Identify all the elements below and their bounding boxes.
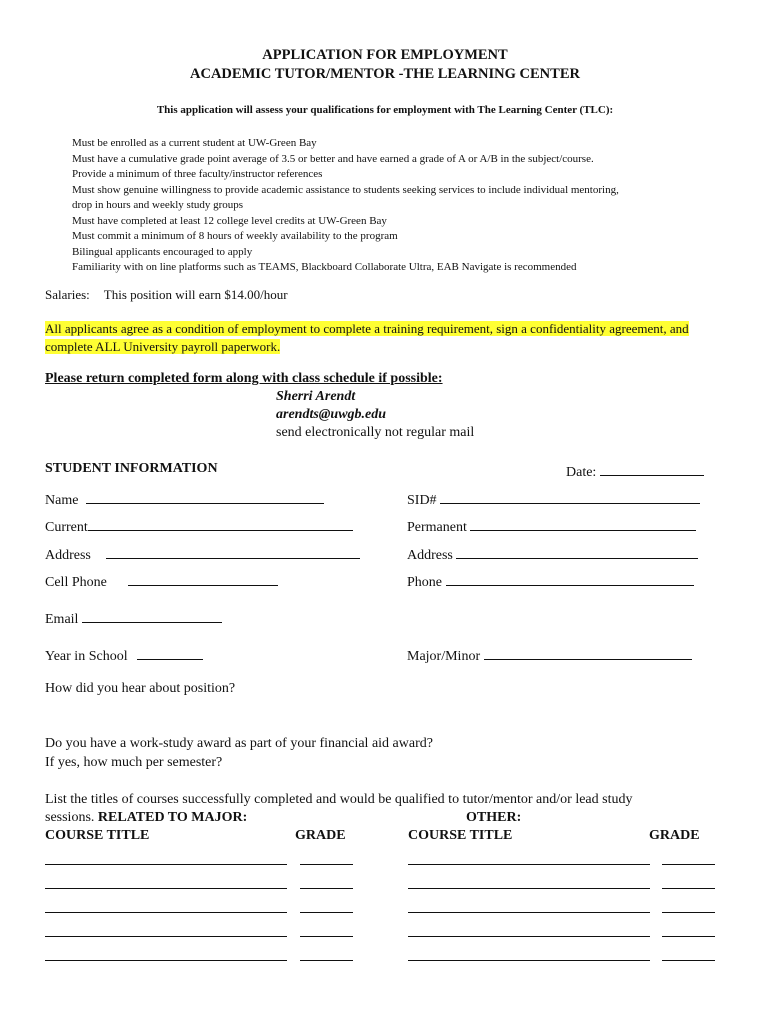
right-course-title-header: COURSE TITLE bbox=[408, 828, 513, 843]
left-grade-line[interactable] bbox=[300, 960, 353, 961]
right-grade-line[interactable] bbox=[662, 864, 715, 865]
salaries-text: This position will earn $14.00/hour bbox=[103, 287, 288, 302]
right-course-title-line[interactable] bbox=[408, 912, 650, 913]
requirement-item: Must be enrolled as a current student at UW-Green Bay bbox=[72, 137, 317, 149]
date-input[interactable] bbox=[600, 461, 704, 476]
right-grade-line[interactable] bbox=[662, 912, 715, 913]
right-grade-line[interactable] bbox=[662, 960, 715, 961]
year-input[interactable] bbox=[137, 645, 203, 660]
conditions-text: All applicants agree as a condition of employment to complete a training requirement, sign a confidentiality agreement, and complete ALL University payroll paperwork. bbox=[45, 321, 689, 354]
cell-phone-input[interactable] bbox=[128, 571, 278, 586]
related-heading: RELATED TO MAJOR: bbox=[97, 810, 248, 825]
name-label: Name bbox=[45, 493, 79, 508]
requirement-item: Provide a minimum of three faculty/instructor references bbox=[72, 168, 323, 180]
left-grade-line[interactable] bbox=[300, 864, 353, 865]
form-title: APPLICATION FOR EMPLOYMENT bbox=[262, 47, 508, 63]
name-input[interactable] bbox=[86, 489, 324, 504]
requirement-item: Must show genuine willingness to provide academic assistance to students seeking services to include individual mentoring, bbox=[72, 183, 619, 196]
form-subtitle: ACADEMIC TUTOR/MENTOR -THE LEARNING CENTER bbox=[190, 66, 580, 82]
left-course-title-line[interactable] bbox=[45, 888, 287, 889]
requirements-list bbox=[72, 136, 619, 276]
workstudy-question: Do you have a work-study award as part of your financial aid award? bbox=[45, 736, 433, 751]
salaries-label: Salaries: bbox=[45, 287, 90, 302]
sid-field[interactable] bbox=[407, 489, 700, 509]
sessions-text: sessions. bbox=[45, 810, 95, 825]
contact-note: send electronically not regular mail bbox=[276, 425, 475, 440]
requirement-item: drop in hours and weekly study groups bbox=[72, 199, 244, 211]
left-course-title-line[interactable] bbox=[45, 960, 287, 961]
left-grade-line[interactable] bbox=[300, 888, 353, 889]
current-label: Current bbox=[45, 520, 88, 535]
hear-question: How did you hear about position? bbox=[45, 681, 236, 696]
other-heading: OTHER: bbox=[466, 810, 522, 825]
address2-input[interactable] bbox=[456, 544, 698, 559]
contact-email: arendts@uwgb.edu bbox=[276, 407, 387, 422]
major-field[interactable] bbox=[407, 645, 692, 665]
right-grade-line[interactable] bbox=[662, 936, 715, 937]
salaries-line bbox=[45, 287, 288, 303]
sid-input[interactable] bbox=[440, 489, 700, 504]
right-course-title-line[interactable] bbox=[408, 936, 650, 937]
requirement-item: Must commit a minimum of 8 hours of weekly availability to the program bbox=[72, 230, 398, 242]
left-grade-line[interactable] bbox=[300, 912, 353, 913]
cell-phone-label: Cell Phone bbox=[45, 575, 107, 590]
contact-block bbox=[276, 388, 474, 442]
right-grade-line[interactable] bbox=[662, 888, 715, 889]
intro-text: This application will assess your qualifications for employment with The Learning Center (TLC): bbox=[156, 104, 614, 116]
address2-field[interactable] bbox=[407, 544, 698, 564]
phone-label: Phone bbox=[407, 575, 442, 590]
permanent-address-field[interactable] bbox=[407, 516, 696, 536]
current-address-field[interactable] bbox=[45, 516, 353, 536]
contact-name: Sherri Arendt bbox=[276, 389, 356, 404]
left-grade-line[interactable] bbox=[300, 936, 353, 937]
email-field[interactable] bbox=[45, 608, 222, 628]
right-course-title-line[interactable] bbox=[408, 864, 650, 865]
date-field[interactable] bbox=[566, 461, 704, 481]
email-label: Email bbox=[45, 612, 79, 627]
year-label: Year in School bbox=[45, 649, 128, 664]
major-input[interactable] bbox=[484, 645, 692, 660]
courses-instructions: List the titles of courses successfully completed and would be qualified to tutor/mentor and/or lead study bbox=[45, 792, 633, 807]
permanent-label: Permanent bbox=[407, 520, 467, 535]
left-course-title-line[interactable] bbox=[45, 936, 287, 937]
left-grade-header: GRADE bbox=[295, 828, 346, 843]
address2-label: Address bbox=[407, 548, 453, 563]
name-field[interactable] bbox=[45, 489, 324, 509]
left-course-title-header: COURSE TITLE bbox=[45, 828, 150, 843]
phone-field[interactable] bbox=[407, 571, 694, 591]
left-course-title-line[interactable] bbox=[45, 912, 287, 913]
student-info-heading: STUDENT INFORMATION bbox=[45, 461, 218, 476]
right-course-title-line[interactable] bbox=[408, 960, 650, 961]
permanent-input[interactable] bbox=[470, 516, 696, 531]
left-course-title-line[interactable] bbox=[45, 864, 287, 865]
requirement-item: Bilingual applicants encouraged to apply bbox=[72, 245, 253, 258]
cell-phone-field[interactable] bbox=[45, 571, 278, 591]
sid-label: SID# bbox=[407, 493, 437, 508]
address-input[interactable] bbox=[106, 544, 360, 559]
courses-instructions-cont bbox=[45, 810, 247, 826]
major-label: Major/Minor bbox=[407, 649, 481, 664]
current-input[interactable] bbox=[88, 516, 353, 531]
workstudy-amount-question: If yes, how much per semester? bbox=[45, 755, 223, 770]
requirement-item: Familiarity with on line platforms such as TEAMS, Blackboard Collaborate Ultra, EAB Navigate is recommended bbox=[72, 261, 577, 273]
email-input[interactable] bbox=[82, 608, 222, 623]
address-field[interactable] bbox=[45, 544, 360, 564]
address-label: Address bbox=[45, 548, 91, 563]
return-heading: Please return completed form along with class schedule if possible: bbox=[45, 371, 443, 386]
requirement-item: Must have completed at least 12 college level credits at UW-Green Bay bbox=[72, 214, 387, 227]
year-field[interactable] bbox=[45, 645, 203, 665]
requirement-item: Must have a cumulative grade point average of 3.5 or better and have earned a grade of A or A/B in the subject/course. bbox=[72, 152, 594, 165]
date-label: Date: bbox=[566, 465, 597, 480]
right-course-title-line[interactable] bbox=[408, 888, 650, 889]
conditions-notice bbox=[45, 320, 735, 355]
phone-input[interactable] bbox=[446, 571, 694, 586]
right-grade-header: GRADE bbox=[649, 828, 700, 843]
